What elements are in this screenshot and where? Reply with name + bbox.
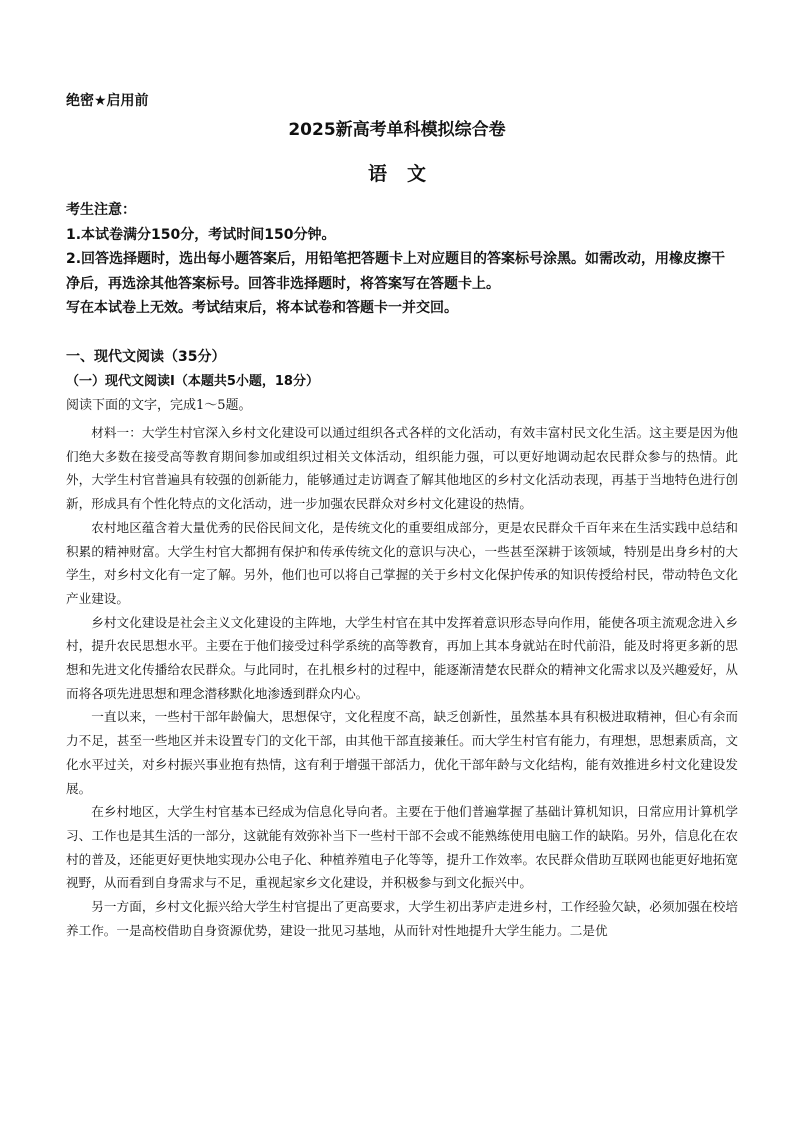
passage-paragraph: 农村地区蕴含着大量优秀的民俗民间文化，是传统文化的重要组成部分，更是农民群众千百年来在生活实践中总结和积累的精神财富。大学生村官大都拥有保护和传承传统文化的意识与决心，一些甚至深耕于该领域，特别是出身乡村的大学生，对乡村文化有一定了解。另外，他们也可以将自己掌握的关于乡村文化保护传承的知识传授给村民，带动特色文化产业建设。 <box>66 519 738 606</box>
exam-title: 2025新高考单科模拟综合卷 <box>288 120 506 140</box>
subsection-title: （一）现代文阅读Ⅰ（本题共5小题，18分） <box>66 374 319 389</box>
notice-item: 2.回答选择题时，选出每小题答案后，用铅笔把答题卡上对应题目的答案标号涂黑。如需改动，用橡皮擦干净后，再选涂其他答案标号。回答非选择题时，将答案写在答题卡上。 <box>66 251 726 292</box>
section-title: 一、现代文阅读（35分） <box>66 349 226 365</box>
passage-paragraph: 乡村文化建设是社会主义文化建设的主阵地，大学生村官在其中发挥着意识形态导向作用，能使各项主流观念进入乡村，提升农民思想水平。主要在于他们接受过科学系统的高等教育，再加上其本身就站在时代前沿，能及时将更多新的思想和先进文化传播给农民群众。与此同时，在扎根乡村的过程中，能逐渐清楚农民群众的精神文化需求以及兴趣爱好，从而将各项先进思想和理念潜移默化地渗透到群众内心。 <box>66 614 738 701</box>
passage-paragraph: 另一方面，乡村文化振兴给大学生村官提出了更高要求，大学生初出茅庐走进乡村，工作经验欠缺，必须加强在校培养工作。一是高校借助自身资源优势，建设一批见习基地，从而针对性地提升大学生能力。二是优 <box>66 899 738 938</box>
passage-paragraph: 在乡村地区，大学生村官基本已经成为信息化导向者。主要在于他们普遍掌握了基础计算机知识，日常应用计算机学习、工作也是其生活的一部分，这就能有效弥补当下一些村干部不会或不能熟练使用电脑工作的缺陷。另外，信息化在农村的普及，还能更好更快地实现办公电子化、种植养殖电子化等等，提升工作效率。农民群众借助互联网也能更好地拓宽视野，从而看到自身需求与不足，重视起家乡文化建设，并积极参与到文化振兴中。 <box>66 804 738 891</box>
notice-item: 写在本试卷上无效。考试结束后，将本试卷和答题卡一并交回。 <box>66 300 458 316</box>
reading-passage <box>66 421 738 942</box>
notice-heading: 考生注意： <box>66 202 136 218</box>
reading-instruction: 阅读下面的文字，完成1～5题。 <box>66 398 252 413</box>
passage-paragraph: 材料一：大学生村官深入乡村文化建设可以通过组织各式各样的文化活动，有效丰富村民文化生活。这主要是因为他们绝大多数在接受高等教育期间参加或组织过相关文体活动，组织能力强，可以更好地调动起农民群众参与的热情。此外，大学生村官普遍具有较强的创新能力，能够通过走访调查了解其他地区的乡村文化活动表现，再基于当地特色进行创新，形成具有个性化特点的文化活动，进一步加强农民群众对乡村文化建设的热情。 <box>66 425 738 512</box>
passage-paragraph: 一直以来，一些村干部年龄偏大，思想保守，文化程度不高，缺乏创新性，虽然基本具有积极进取精神，但心有余而力不足，甚至一些地区并未设置专门的文化干部，由其他干部直接兼任。而大学生村官有能力，有理想，思想素质高，文化水平过关，对乡村振兴事业抱有热情，这有利于增强干部活力，优化干部年龄与文化结构，能有效推进乡村文化建设发展。 <box>66 709 738 796</box>
notice-item: 1.本试卷满分150分，考试时间150分钟。 <box>66 226 336 243</box>
confidential-label: 绝密★启用前 <box>66 93 149 109</box>
subject-title: 语文 <box>367 163 446 185</box>
candidate-notice <box>66 198 738 321</box>
